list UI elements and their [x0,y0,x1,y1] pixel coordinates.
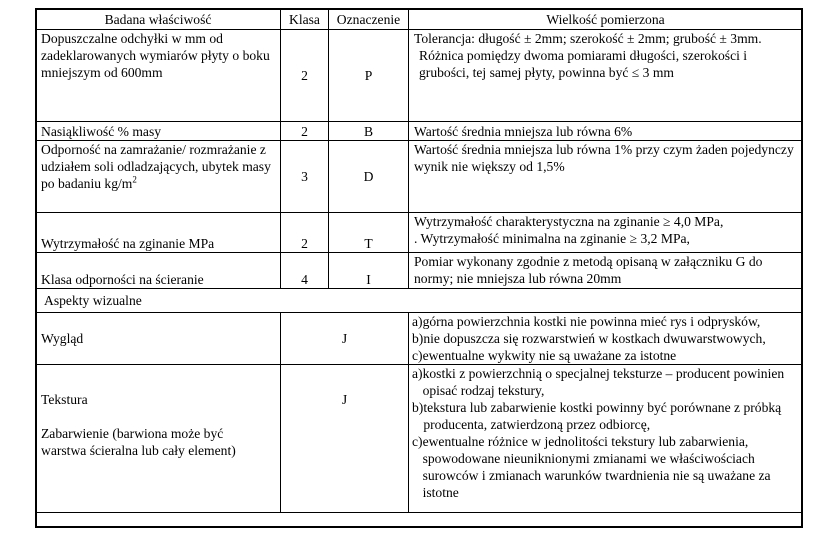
row-class: 2 [281,213,329,253]
row-class: 3 [281,141,329,213]
list-marker: a) [412,314,423,329]
row-mark: B [329,122,409,141]
list-marker: c) [412,348,423,363]
row-property: Nasiąkliwość % masy [36,122,281,141]
row-property: Dopuszczalne odchyłki w mm od zadeklarowanych wymiarów płyty o boku mniejszym od 600mm [36,30,281,122]
row-property-text: Odporność na zamrażanie/ rozmrażanie z udziałem soli odladzających, ubytek masy po badaniu kg/m [41,142,271,191]
row-property: Wytrzymałość na zginanie MPa [36,213,281,253]
list-marker: c) [412,434,423,449]
row-value-line: Tolerancja: długość ± 2mm; szerokość ± 2mm; grubość ± 3mm. [414,31,762,46]
list-text: tekstura lub zabarwienie kostki powinny być porównane z próbką producenta, zatwierdzoną przez odbiorcę, [423,400,782,432]
list-marker: b) [412,400,424,415]
list-text: nie dopuszcza się rozwarstwień w kostkach dwuwarstwowych, [423,331,766,346]
row-mark: T [329,213,409,253]
row-mark: D [329,141,409,213]
header-property: Badana właściwość [36,9,281,30]
row-mark: P [329,30,409,122]
row-class: 2 [281,30,329,122]
row-value-line: Wytrzymałość charakterystyczna na zginanie ≥ 4,0 MPa, [414,214,724,229]
list-text: kostki z powierzchnią o specjalnej teksturze – producent powinien opisać rodzaj tekstury, [422,366,785,398]
list-marker: b) [412,331,424,346]
row-property: Wygląd [36,313,281,365]
superscript: 2 [132,174,137,185]
list-text: górna powierzchnia kostki nie powinna mieć rys i odprysków, [422,314,761,329]
color-label: Zabarwienie (barwiona może być warstwa ścieralna lub cały element) [41,426,236,458]
header-mark: Oznaczenie [329,9,409,30]
row-value: Pomiar wykonany zgodnie z metodą opisaną w załączniku G do normy; nie mniejsza lub równa 20mm [409,253,803,289]
table-outer-border [35,8,803,528]
row-value: Wartość średnia mniejsza lub równa 1% przy czym żaden pojedynczy wynik nie większy od 1,5% [409,141,803,213]
list-marker: a) [412,366,423,381]
row-class: 2 [281,122,329,141]
texture-label: Tekstura [41,392,88,407]
row-value: Wartość średnia mniejsza lub równa 6% [409,122,803,141]
header-value: Wielkość pomierzona [409,9,803,30]
row-value-line: . Wytrzymałość minimalna na zginanie ≥ 3,2 MPa, [414,231,690,246]
list-text: ewentualne różnice w jednolitości tekstury lub zabarwienia, spowodowane nieuniknionymi zmianami we właściwościach surowców i zmianach warunków twardnienia nie są uważane za istotne [422,434,771,500]
row-value-line: Różnica pomiędzy dwoma pomiarami długości, szerokości i grubości, tej samej płyty, powinna być ≤ 3 mm [419,48,748,80]
row-property: Klasa odporności na ścieranie [36,253,281,289]
row-class: 4 [281,253,329,289]
row-mark-text: J [341,392,348,407]
section-title: Aspekty wizualne [36,289,803,313]
row-mark: J [281,313,409,365]
list-text: ewentualne wykwity nie są uważane za istotne [422,348,677,363]
row-mark: I [329,253,409,289]
header-class: Klasa [281,9,329,30]
